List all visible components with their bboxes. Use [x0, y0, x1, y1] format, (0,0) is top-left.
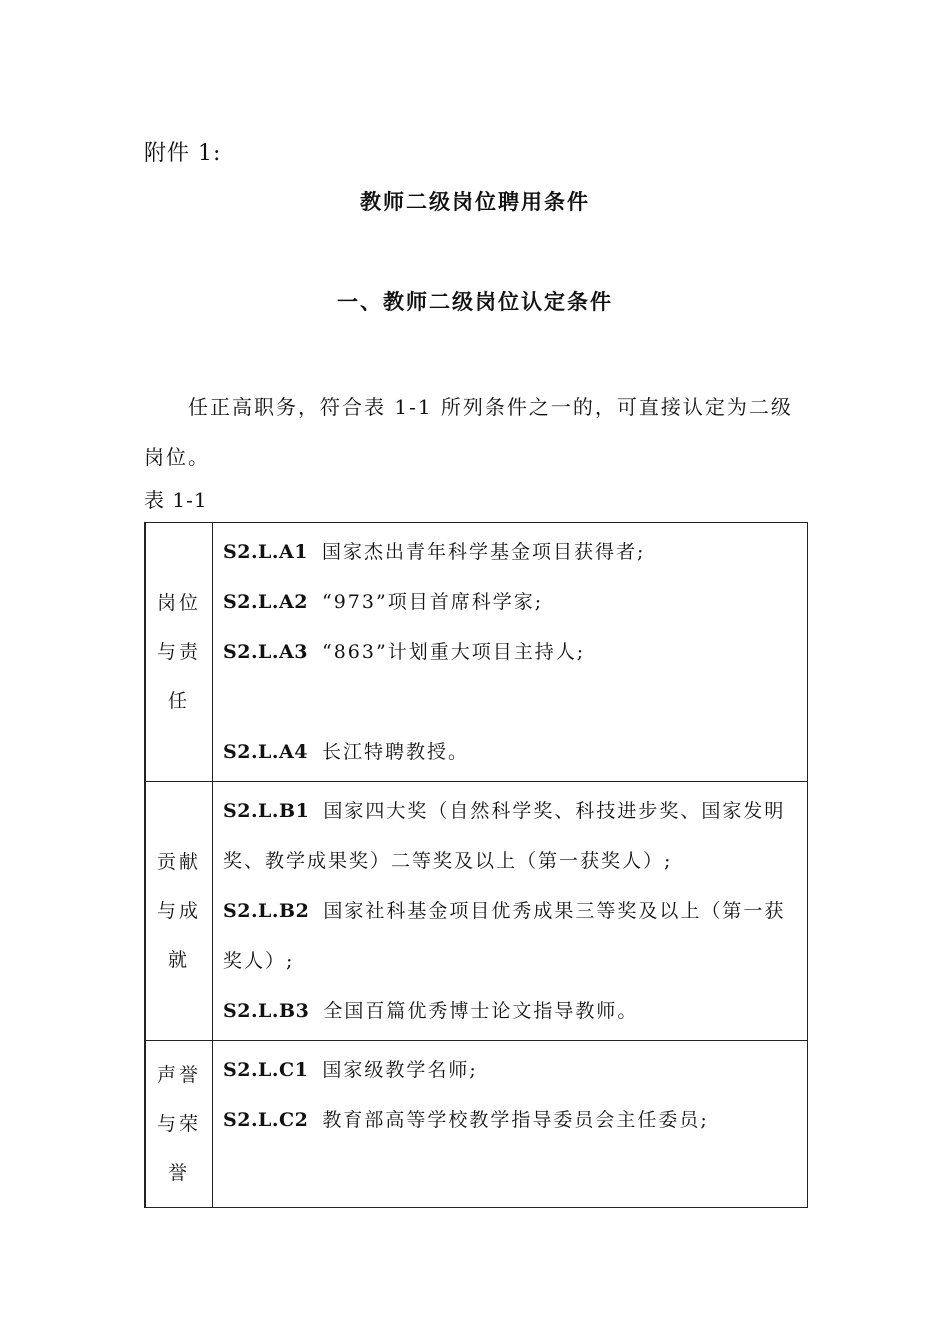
table-row — [145, 1041, 808, 1208]
criterion-item — [223, 1095, 799, 1145]
category-label: 声誉与荣誉 — [157, 1063, 202, 1184]
document-title: 教师二级岗位聘用条件 — [360, 189, 590, 214]
items-cell — [213, 1041, 808, 1208]
criterion-item — [223, 527, 799, 577]
blank-line — [223, 677, 799, 727]
criterion-item — [223, 786, 799, 886]
table-caption: 表 1-1 — [144, 488, 208, 512]
criteria-table — [144, 522, 808, 1208]
intro-paragraph: 任正高职务，符合表 1-1 所列条件之一的，可直接认定为二级岗位。 — [144, 395, 793, 469]
criterion-item — [223, 577, 799, 627]
category-label: 贡献与成就 — [157, 850, 202, 971]
criterion-code: S2.L.A4 — [223, 741, 308, 763]
criterion-text: 长江特聘教授。 — [322, 741, 470, 763]
criterion-code: S2.L.A2 — [223, 591, 308, 613]
table-row — [145, 523, 808, 782]
criterion-code: S2.L.B1 — [223, 800, 310, 822]
criterion-item — [223, 727, 799, 777]
criterion-text: “973”项目首席科学家; — [322, 591, 544, 613]
criterion-code: S2.L.C2 — [223, 1109, 309, 1131]
items-cell — [213, 523, 808, 782]
criterion-code: S2.L.A3 — [223, 641, 308, 663]
criterion-code: S2.L.A1 — [223, 541, 308, 563]
table-row — [145, 782, 808, 1041]
criterion-item — [223, 886, 799, 986]
criterion-item — [223, 627, 799, 677]
criterion-text: 国家杰出青年科学基金项目获得者; — [322, 541, 646, 563]
section-heading: 一、教师二级岗位认定条件 — [337, 289, 613, 314]
criterion-text: “863”计划重大项目主持人; — [322, 641, 586, 663]
criterion-item — [223, 986, 799, 1036]
criterion-code: S2.L.C1 — [223, 1059, 309, 1081]
category-label: 岗位与责任 — [157, 591, 202, 712]
items-cell — [213, 782, 808, 1041]
category-cell — [145, 1041, 213, 1208]
criterion-item — [223, 1045, 799, 1095]
criterion-text: 国家社科基金项目优秀成果三等奖及以上（第一获奖人）; — [223, 900, 786, 972]
criterion-text: 教育部高等学校教学指导委员会主任委员; — [322, 1109, 709, 1131]
criterion-text: 全国百篇优秀博士论文指导教师。 — [323, 1000, 639, 1022]
criterion-code: S2.L.B2 — [223, 900, 310, 922]
attachment-label: 附件 1: — [144, 141, 222, 166]
criterion-text: 国家级教学名师; — [322, 1059, 478, 1081]
criterion-text: 国家四大奖（自然科学奖、科技进步奖、国家发明奖、教学成果奖）二等奖及以上（第一获奖人）; — [223, 800, 786, 872]
category-cell — [145, 782, 213, 1041]
category-cell — [145, 523, 213, 782]
criterion-code: S2.L.B3 — [223, 1000, 310, 1022]
